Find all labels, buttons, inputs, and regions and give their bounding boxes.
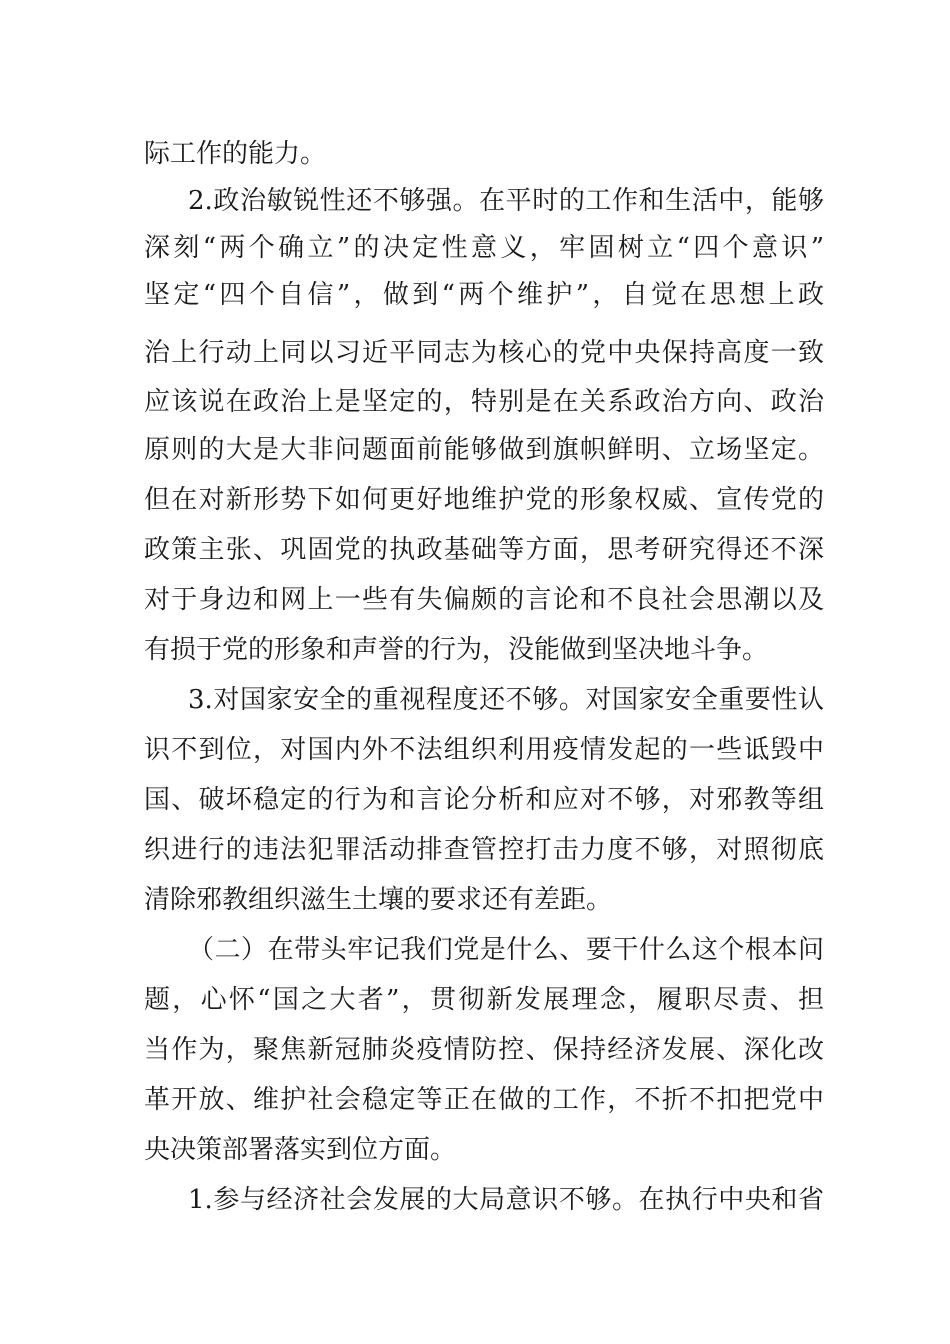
text-line: 原则的大是大非问题面前能够做到旗帜鲜明、立场坚定。 — [144, 435, 824, 465]
text-line: 治上行动上同以习近平同志为核心的党中央保持高度一致 — [144, 338, 824, 368]
text-line: 有损于党的形象和声誉的行为，没能做到坚决地斗争。 — [144, 635, 769, 665]
text-line: 当作为，聚焦新冠肺炎疫情防控、保持经济发展、深化改 — [144, 1035, 824, 1065]
text-line: 革开放、维护社会稳定等正在做的工作，不折不扣把党中 — [144, 1085, 824, 1115]
text-line: 2.政治敏锐性还不够强。在平时的工作和生活中，能够 — [188, 186, 824, 216]
text-line: 应该说在政治上是坚定的，特别是在关系政治方向、政治 — [144, 387, 824, 417]
text-line: 国、破坏稳定的行为和言论分析和应对不够，对邪教等组 — [144, 785, 824, 815]
text-line: 识不到位，对国内外不法组织利用疫情发起的一些诋毁中 — [144, 735, 824, 765]
text-line: 清除邪教组织滋生土壤的要求还有差距。 — [144, 885, 613, 915]
text-line: 织进行的违法犯罪活动排查管控打击力度不够，对照彻底 — [144, 835, 824, 865]
text-line: 深刻“两个确立”的决定性意义，牢固树立“四个意识” — [144, 233, 824, 263]
text-line: 但在对新形势下如何更好地维护党的形象权威、宣传党的 — [144, 485, 824, 515]
text-line: 3.对国家安全的重视程度还不够。对国家安全重要性认 — [188, 685, 824, 715]
text-line: 央决策部署落实到位方面。 — [144, 1135, 457, 1165]
text-line: 际工作的能力。 — [144, 139, 327, 169]
text-line: 坚定“四个自信”，做到“两个维护”，自觉在思想上政 — [144, 280, 824, 310]
text-line: 题，心怀“国之大者”，贯彻新发展理念，履职尽责、担 — [144, 985, 824, 1015]
text-line: 1.参与经济社会发展的大局意识不够。在执行中央和省 — [188, 1185, 824, 1215]
text-line: 政策主张、巩固党的执政基础等方面，思考研究得还不深 — [144, 535, 824, 565]
text-line: （二）在带头牢记我们党是什么、要干什么这个根本问 — [188, 935, 824, 965]
text-line: 对于身边和网上一些有失偏颇的言论和不良社会思潮以及 — [144, 585, 824, 615]
